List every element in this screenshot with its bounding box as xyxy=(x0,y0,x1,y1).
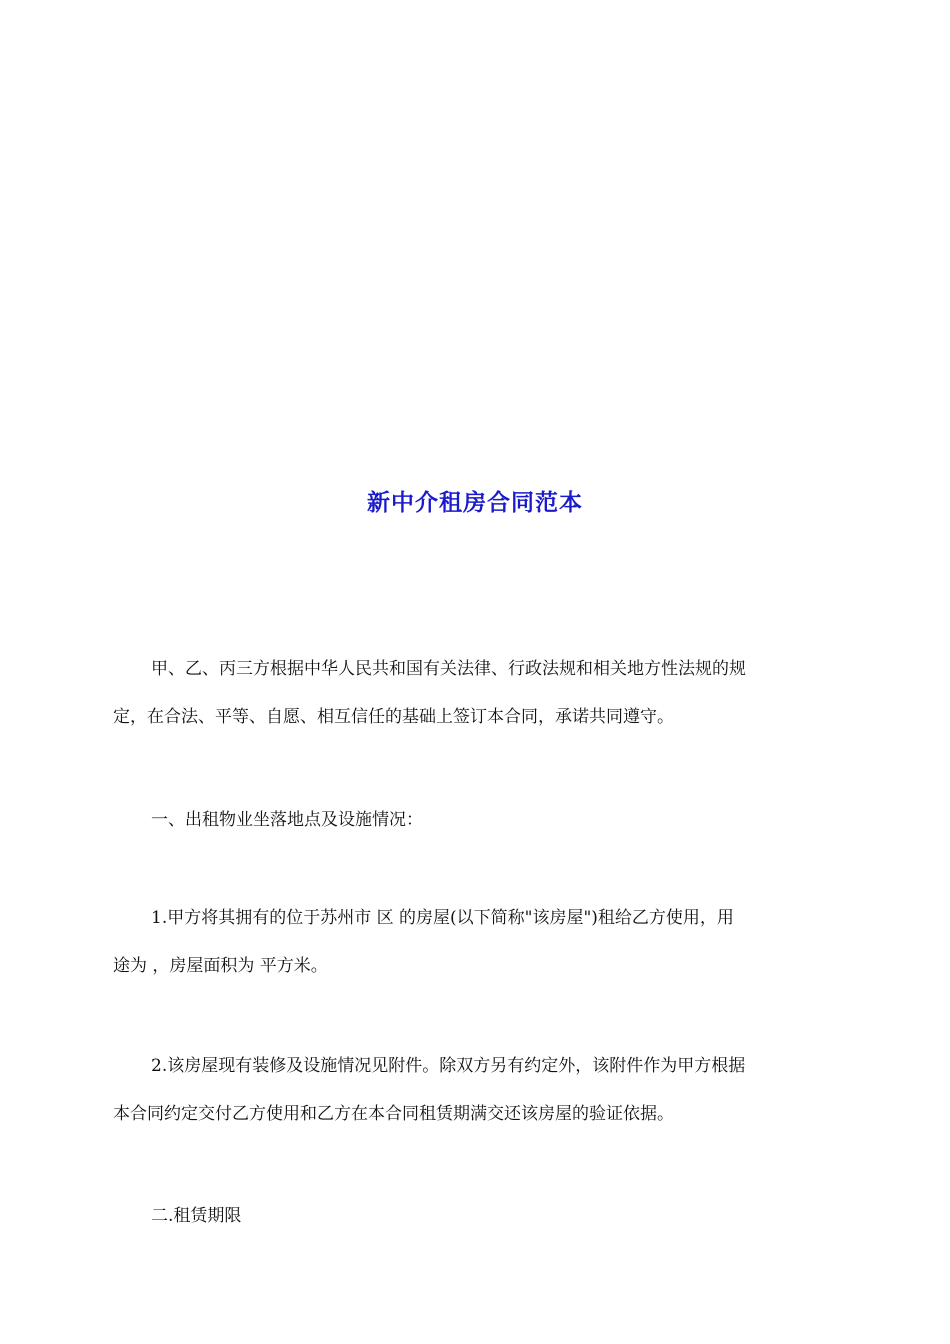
section-1-heading xyxy=(113,796,837,844)
section-2-heading xyxy=(113,1192,837,1240)
clause-1-line-1: 1.甲方将其拥有的位于苏州市 区 的房屋(以下简称"该房屋")租给乙方使用，用 xyxy=(151,908,734,928)
clause-1-line-2: 途为 ，房屋面积为 平方米。 xyxy=(113,956,328,976)
clause-1-paragraph xyxy=(113,894,837,990)
intro-paragraph xyxy=(113,645,837,741)
clause-2-line-1: 2.该房屋现有装修及设施情况见附件。除双方另有约定外，该附件作为甲方根据 xyxy=(151,1056,746,1076)
section-1-heading-text: 一、出租物业坐落地点及设施情况： xyxy=(151,810,423,830)
clause-2-paragraph xyxy=(113,1042,837,1138)
clause-2-line-2: 本合同约定交付乙方使用和乙方在本合同租赁期满交还该房屋的验证依据。 xyxy=(113,1104,674,1124)
section-2-heading-text: 二.租赁期限 xyxy=(151,1206,242,1226)
intro-line-1: 甲、乙、丙三方根据中华人民共和国有关法律、行政法规和相关地方性法规的规 xyxy=(151,659,746,679)
intro-line-2: 定，在合法、平等、自愿、相互信任的基础上签订本合同，承诺共同遵守。 xyxy=(113,707,674,727)
document-title: 新中介租房合同范本 xyxy=(367,489,583,516)
